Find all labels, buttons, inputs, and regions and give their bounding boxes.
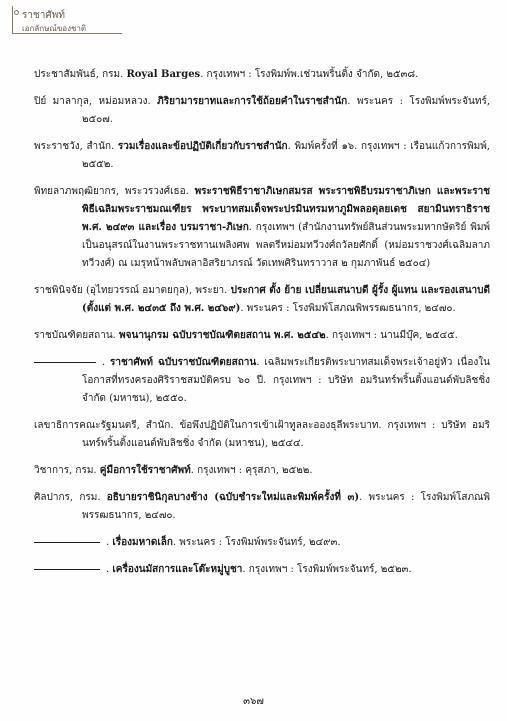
entry-author: วิชาการ, กรม. [34, 465, 100, 476]
bibliography-entry [34, 489, 490, 525]
entry-title: เรื่องมหาดเล็ก [112, 537, 173, 548]
header-title: ราชาศัพท์ [22, 10, 65, 21]
bibliography-entry [34, 462, 490, 480]
entry-publication: . กรุงเทพฯ : นานมีบุ๊ค, ๒๕๔๕. [325, 330, 458, 341]
entry-title: เครื่องนมัสการและโต๊ะหมู่บูชา [112, 564, 243, 575]
bibliography-entry [34, 534, 490, 552]
bibliography-list [34, 66, 490, 588]
bibliography-entry [34, 354, 490, 408]
page-number: ๓๖๗ [243, 696, 264, 707]
bibliography-entry [34, 93, 490, 129]
entry-title: ภิริยามารยาทและการใช้ถ้อยคำในราชสำนัก [157, 96, 348, 107]
entry-title: อธิบายราชินิกุลบางช้าง (ฉบับชำระใหม่และพิมพ์ครั้งที่ ๓) [106, 492, 360, 503]
bibliography-entry [34, 327, 490, 345]
entry-author: เลขาธิการคณะรัฐมนตรี, สำนัก. ข้อพึงปฏิบัติในการเข้าเฝ้าทูลละอองธุลีพระบาท. กรุงเทพฯ : บริษัท อมรินทร์พริ้นติ้งแอนด์พับลิชชิ่ง จำกัด (มหาชน), ๒๕๔๔. [34, 420, 490, 449]
entry-author: ปิย์ มาลากุล, หม่อมหลวง. [34, 96, 158, 107]
entry-publication: . กรุงเทพฯ (สำนักงานทรัพย์สินส่วนพระมหากษัตริย์ พิมพ์เป็นอนุสรณ์ในงานพระราชทานเพลิงศพ พลตรีหม่อมทวีวงศ์ถวัลยศักดิ์ (หม่อมราชวงศ์เฉลิมลาภ ทวีวงศ์) ณ เมรุหน้าพลับพลาอิสริยาภรณ์ วัดเทพศิรินทราวาส ๒ กุมภาพันธ์ ๒๕๐๔) [82, 222, 490, 269]
bibliography-entry [34, 417, 490, 453]
entry-title: ราชาศัพท์ ฉบับราชบัณฑิตยสถาน [110, 357, 257, 368]
header-ornament-icon [14, 10, 19, 15]
entry-title: พระราชพิธีราชาภิเษกสมรส พระราชพิธีบรมราชาภิเษก และพระราชพิธีเฉลิมพระราชมณเฑียร พระบาทสมเด็จพระปรมินทรมหาภูมิพลอดุลยเดช สยามินทราธิราช พ.ศ. ๒๔๙๓ และเรื่อง บรมราชา-ภิเษก [82, 186, 490, 233]
entry-author: พิทยลาภพฤฒิยากร, พระวรวงศ์เธอ. [34, 186, 195, 197]
bibliography-entry [34, 66, 490, 84]
repeat-author-dash [34, 542, 100, 543]
entry-publication: . กรุงเทพฯ : โรงพิมพ์พระจันทร์, ๒๕๒๓. [242, 564, 412, 575]
entry-publication: . กรุงเทพฯ : โรงพิมพ์พ.เช่วนพริ้นติ้ง จำกัด, ๒๕๓๘. [200, 69, 419, 80]
repeat-author-dash [34, 569, 100, 570]
entry-author: . [106, 537, 113, 548]
bibliography-entry [34, 282, 490, 318]
entry-author: ราชบัณฑิตยสถาน. [34, 330, 120, 341]
entry-author: พระราชวัง, สำนัก. [34, 141, 118, 152]
entry-publication: . เฉลิมพระเกียรติพระบาทสมเด็จพระเจ้าอยู่หัว เนื่องในโอกาสที่ทรงครองศิริราชสมบัติครบ ๖๐ ปี. กรุงเทพฯ : บริษัท อมรินทร์พริ้นติ้งแอนด์พับลิชชิ่ง จำกัด (มหาชน), ๒๕๕๐. [82, 357, 490, 404]
entry-author: ประชาสัมพันธ์, กรม. [34, 69, 127, 80]
entry-publication: . พระนคร : โรงพิมพ์โสภณพิพรรฒธนากร, ๒๔๗๐. [82, 492, 490, 521]
bibliography-entry [34, 561, 490, 579]
running-header [12, 6, 122, 36]
entry-author: . [106, 564, 113, 575]
entry-author: ศิลปากร, กรม. [34, 492, 107, 503]
repeat-author-dash [34, 362, 96, 363]
entry-author: ราชพินิจจัย (อุไทยวรรณ์ อมาตยกุล), พระยา. [34, 285, 231, 296]
entry-title: ประกาศ ตั้ง ย้าย เปลี่ยนเสนาบดี ผู้รั้ง ผู้แทน และรองเสนาบดี (ตั้งแต่ พ.ศ. ๒๔๓๕ ถึง พ.ศ. ๒๔๖๙) [82, 285, 490, 314]
header-subtitle: เอกลักษณ์ของชาติ [22, 24, 87, 33]
entry-title: คู่มือการใช้ราชาศัพท์ [99, 465, 191, 476]
bibliography-entry [34, 138, 490, 174]
entry-publication: . พระนคร : โรงพิมพ์พระจันทร์, ๒๔๙๓. [172, 537, 341, 548]
entry-title: รวมเรื่องและข้อปฏิบัติเกี่ยวกับราชสำนัก [117, 141, 288, 152]
entry-author: . [102, 357, 110, 368]
entry-title: พจนานุกรม ฉบับราชบัณฑิตยสถาน พ.ศ. ๒๕๔๒ [119, 330, 326, 341]
entry-publication: . กรุงเทพฯ : คุรุสภา, ๒๕๒๒. [190, 465, 313, 476]
bibliography-entry [34, 183, 490, 273]
entry-title: Royal Barges [126, 69, 201, 80]
entry-publication: . พิมพ์ครั้งที่ ๑๖. กรุงเทพฯ : เรือนแก้วการพิมพ์, ๒๕๕๒. [82, 141, 490, 170]
entry-publication: . พระนคร : โรงพิมพ์โสภณพิพรรฒธนากร, ๒๔๗๐. [240, 303, 456, 314]
entry-publication: . พระนคร : โรงพิมพ์พระจันทร์, ๒๕๐๗. [82, 96, 491, 125]
